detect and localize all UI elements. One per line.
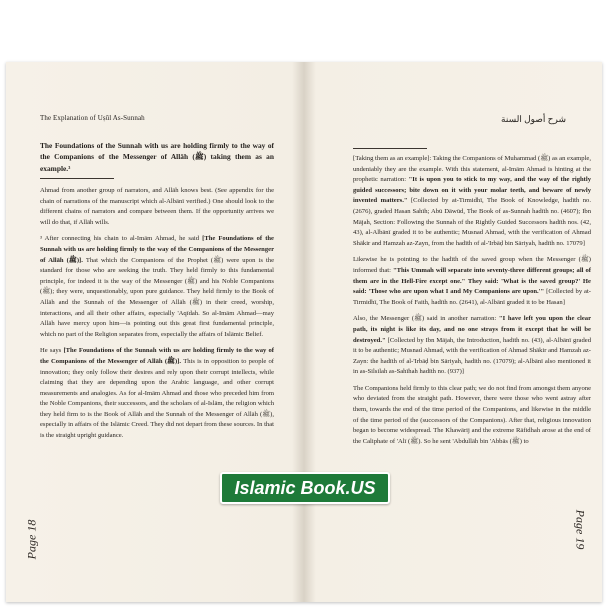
right-p2-intro: Likewise he is pointing to the hadīth of the saved group when the Messenger (ﷺ) informed that: xyxy=(353,256,591,274)
right-footnote-divider xyxy=(353,148,427,149)
left-running-head: The Explanation of Uṣūl As-Sunnah xyxy=(40,114,145,122)
right-paragraph-3 xyxy=(353,314,591,378)
footnote-3-intro: ³ After connecting his chain to al-Imām Ahmad, he said xyxy=(40,235,200,243)
footnote-paragraph-2 xyxy=(40,346,274,441)
right-p2-quote: "This Ummah will separate into seventy-three different groups; all of them are in the Hell-Fire except one." They said: 'What is the saved group?' He said: 'Those who are upon what I and My Companions are upon.'" xyxy=(353,266,591,296)
book-spread xyxy=(6,62,602,602)
right-paragraph-1 xyxy=(353,154,591,249)
left-page-number: Page 18 xyxy=(24,519,39,560)
right-p3-intro: Also, the Messenger (ﷺ) said in another narration: xyxy=(353,315,497,323)
right-page xyxy=(306,62,602,602)
continued-footnote: Ahmad from another group of narrators, and Allāh knows best. (See appendix for the chain of narrations of the manuscript which al-Albānī verified.) One should look to the different chains of narrators and compare between them. If the opportunity arrives we will do that, if Allāh wills. xyxy=(40,187,274,226)
right-paragraph-2 xyxy=(353,255,591,308)
watermark-logo: Islamic Book.US xyxy=(220,472,390,504)
right-running-head: شرح أصول السنة xyxy=(501,114,566,124)
paragraph-2-intro: He says xyxy=(40,347,62,355)
paragraph-2-body: This is in opposition to people of innovation; they only follow their desires and rely upon their corrupt intellects, while claiming that they are depending upon the Arabic language, and other corrupt measurements and analogies. As for al-Imām Ahmad and those who preceded him from the Noble Companions, their successors, and the scholars of al-Islām, the religion which they held firm to is the Book of Allāh and the Sunnah of the Messenger of Allāh (ﷺ), especially in affairs of the Islāmic Creed. They did not depart from these sources. In that is the straight upright guidance. xyxy=(40,357,275,440)
right-p3-reference: [Collected by Ibn Mājah, the Introduction, hadīth no. (43), al-Albānī graded it to be authentic; Musnad Ahmad, with the verification of Ahmad Shākir and Hamzah az-Zayn: the hadīth of al-'Irbāḍ bin Sāriyah, hadīth no. (17079); al-Albānī also mentioned it in as-Silsilah as-Sahīhah hadīth no. (937)] xyxy=(353,336,591,376)
footnote-3-quote: [The Foundations of the Sunnah with us are holding firmly to the way of the Companions of the Messenger of Allāh (ﷺ)]. xyxy=(40,235,274,264)
right-p3-quote: "I have left you upon the clear path, its night is like its day, and no one strays from it except that he will be destroyed." xyxy=(353,315,591,344)
right-page-number: Page 19 xyxy=(573,509,588,550)
left-page xyxy=(6,62,302,602)
right-p2-reference: [Collected by at-Tirmidhī, The Book of Faith, hadīth no. (2641), al-Albānī graded it to be Hasan] xyxy=(353,288,591,306)
footnote-3 xyxy=(40,234,274,340)
right-p1-intro: [Taking them as an example]: Taking the Companions of Muhammad (ﷺ) as an example, undeniably they are the example. With this statement, al-Imām Ahmad is hinting at the prophetic narration: xyxy=(353,155,592,184)
left-main-text: The Foundations of the Sunnah with us are holding firmly to the way of the Companions of the Messenger of Allāh (ﷺ) taking them as an example.³ xyxy=(40,141,274,173)
right-p1-quote: "It is upon you to stick to my way, and the way of the rightly guided successors; bite down on it with your molar teeth, and beware of newly invented matters." xyxy=(353,176,591,205)
paragraph-2-quote: [The Foundations of the Sunnah with us are holding firmly to the way of the Companions of the Messenger of Allāh (ﷺ)]. xyxy=(40,347,274,365)
footnote-divider xyxy=(40,178,114,179)
left-footnotes xyxy=(40,186,274,448)
right-paragraph-4: The Companions held firmly to this clear path; we do not find from amongst them anyone who deviated from the straight path. However, there were those who went astray after them, towards the end of the time period of the Companions, and likewise in the middle of the time period of the (successors of the Companions). After that, religious innovation began to become widespread. The Khawārij and the extreme Rāfidhah arose at the end of the Caliphate of 'Alī (ﷺ). So he sent 'Abdullāh bin 'Abbās (ﷺ) to xyxy=(353,384,591,445)
right-footnotes xyxy=(353,154,591,453)
left-main-text-block xyxy=(40,140,274,180)
right-p1-reference: [Collected by at-Tirmidhī, The Book of Knowledge, hadīth no. (2676), graded Hasan Sahīh; Abū Dāwūd, The Book of as-Sunnah hadīth no. (4607); Ibn Mājah, Section: Following the Sunnah of the Rightly Guided Successors hadīth nos. (42, 43), al-Albānī graded it to be authentic; Musnad Ahmad, with the verification of Ahmad Shākir and Hamzah az-Zayn, from the hadīth of al-'Irbāḍ bin Sāriyah, hadīth no. 17079] xyxy=(353,197,591,247)
footnote-3-body: That which the Companions of the Prophet (ﷺ) were upon is the standard for those who are seeking the truth. They held firmly to this fundamental principle, for indeed it is the way of the Messenger (ﷺ) and his Noble Companions (ﷺ); they were, unquestionably, upon pure guidance. They held firmly to the Book of Allāh and the Sunnah of the Messenger of Allāh (ﷺ) in their creed, worship, interactions, and all their other affairs, especially 'Aqīdah. So al-Imām Ahmad—may Allāh have mercy upon him—is pointing out this great first fundamental principle, which no part of the Religion separates from, especially the affairs of Islāmic Belief. xyxy=(40,256,275,338)
